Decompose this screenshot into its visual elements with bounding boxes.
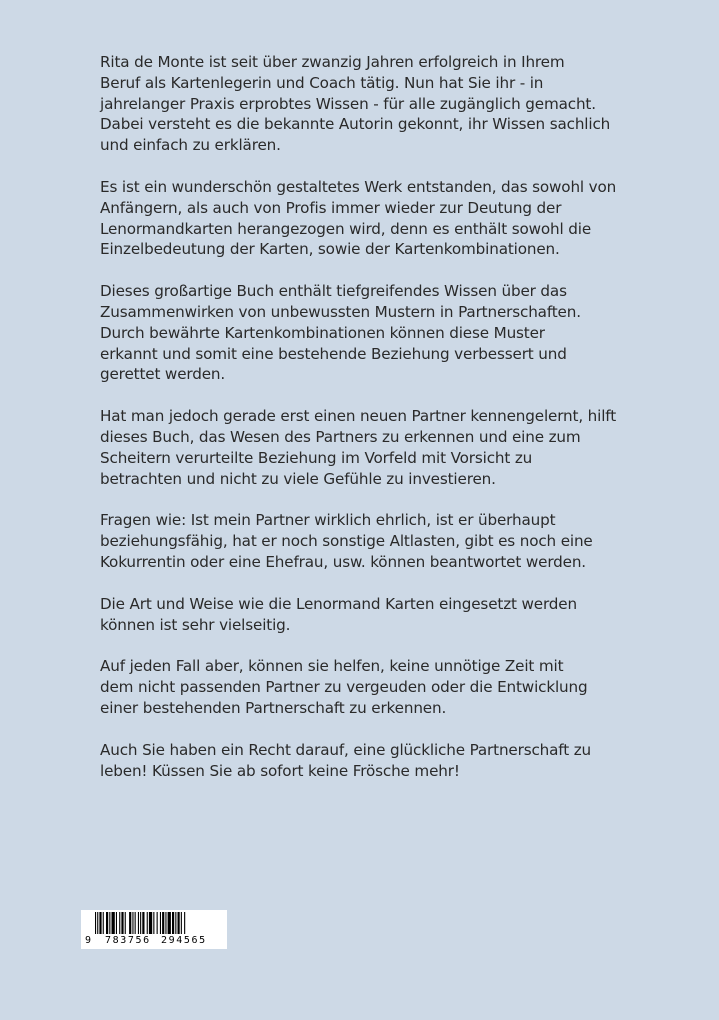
text-line: und einfach zu erklären.: [100, 136, 281, 155]
paragraph: [100, 281, 620, 385]
text-line: gerettet werden.: [100, 365, 226, 384]
barcode-bar: [119, 912, 120, 934]
barcode-bar: [149, 912, 152, 934]
barcode-bar: [140, 912, 141, 934]
text-line: Einzelbedeutung der Karten, sowie der Kartenkombinationen.: [100, 240, 560, 259]
text-line: Beruf als Kartenlegerin und Coach tätig. Nun hat Sie ihr - in: [100, 73, 544, 92]
barcode-bar: [162, 912, 164, 934]
text-line: beziehungsfähig, hat er noch sonstige Altlasten, gibt es noch eine: [100, 532, 593, 551]
text-line: Auf jeden Fall aber, können sie helfen, keine unnötige Zeit mit: [100, 657, 564, 676]
paragraph: [100, 406, 620, 489]
barcode-bar: [142, 912, 144, 934]
blurb-text: [100, 52, 620, 802]
text-line: Scheitern verurteilte Beziehung im Vorfeld mit Vorsicht zu: [100, 448, 533, 467]
barcode-bar: [106, 912, 108, 934]
text-line: betrachten und nicht zu viele Gefühle zu investieren.: [100, 469, 496, 488]
barcode-bar: [135, 912, 136, 934]
barcode-bar: [125, 912, 126, 934]
text-line: Die Art und Weise wie die Lenormand Karten eingesetzt werden: [100, 594, 577, 613]
paragraph: [100, 656, 620, 718]
barcode-bar: [109, 912, 110, 934]
text-line: leben! Küssen Sie ab sofort keine Frösche mehr!: [100, 761, 460, 780]
barcode-bar: [103, 912, 104, 934]
text-line: Anfängern, als auch von Profis immer wieder zur Deutung der: [100, 198, 562, 217]
text-line: Fragen wie: Ist mein Partner wirklich ehrlich, ist er überhaupt: [100, 511, 556, 530]
barcode-bar: [175, 912, 176, 934]
barcode-bar: [168, 912, 171, 934]
barcode-bar: [129, 912, 131, 934]
barcode-bar: [160, 912, 161, 934]
text-line: Auch Sie haben ein Recht darauf, eine glückliche Partnerschaft zu: [100, 740, 592, 759]
barcode-bar: [181, 912, 182, 934]
isbn-first-digit: 9: [85, 935, 92, 946]
barcode-bar: [157, 912, 158, 934]
barcode-bar: [138, 912, 139, 934]
barcode-bar: [153, 912, 154, 934]
text-line: Rita de Monte ist seit über zwanzig Jahren erfolgreich in Ihrem: [100, 53, 565, 71]
barcode-bar: [97, 912, 98, 934]
text-line: dem nicht passenden Partner zu vergeuden oder die Entwicklung: [100, 678, 588, 697]
barcode-bar: [121, 912, 123, 934]
paragraph: [100, 594, 620, 636]
barcode-bar: [116, 912, 117, 934]
text-line: Dieses großartige Buch enthält tiefgreifendes Wissen über das: [100, 282, 567, 301]
barcode-bar: [165, 912, 166, 934]
text-line: erkannt und somit eine bestehende Beziehung verbessert und: [100, 344, 567, 363]
text-line: Es ist ein wunderschön gestaltetes Werk entstanden, das sowohl von: [100, 177, 617, 196]
barcode-bar: [147, 912, 148, 934]
barcode-bar: [184, 912, 185, 934]
barcode-bar: [172, 912, 174, 934]
isbn-right-group: 294565: [161, 935, 207, 946]
text-line: einer bestehenden Partnerschaft zu erkennen.: [100, 698, 447, 717]
isbn-left-group: 783756: [105, 935, 151, 946]
text-line: dieses Buch, das Wesen des Partners zu erkennen und eine zum: [100, 427, 581, 446]
text-line: Lenormandkarten herangezogen wird, denn es enthält sowohl die: [100, 219, 592, 238]
barcode-bars-graphic: [81, 910, 227, 936]
text-line: Zusammenwirken von unbewussten Mustern in Partnerschaften.: [100, 302, 581, 321]
paragraph: [100, 52, 620, 156]
paragraph: [100, 510, 620, 572]
text-line: Durch bewährte Kartenkombinationen können diese Muster: [100, 323, 545, 342]
paragraph: [100, 177, 620, 260]
barcode-bar: [112, 912, 115, 934]
isbn-barcode: [81, 910, 227, 949]
text-line: Dabei versteht es die bekannte Autorin gekonnt, ihr Wissen sachlich: [100, 115, 611, 134]
barcode-bar: [99, 912, 101, 934]
barcode-bar: [132, 912, 133, 934]
barcode-bar: [95, 912, 96, 934]
text-line: Hat man jedoch gerade erst einen neuen Partner kennengelernt, hilft: [100, 407, 617, 426]
text-line: können ist sehr vielseitig.: [100, 615, 291, 634]
text-line: Kokurrentin oder eine Ehefrau, usw. können beantwortet werden.: [100, 552, 586, 571]
text-line: jahrelanger Praxis erprobtes Wissen - für alle zugänglich gemacht.: [100, 94, 596, 113]
paragraph: [100, 740, 620, 782]
barcode-bar: [178, 912, 180, 934]
